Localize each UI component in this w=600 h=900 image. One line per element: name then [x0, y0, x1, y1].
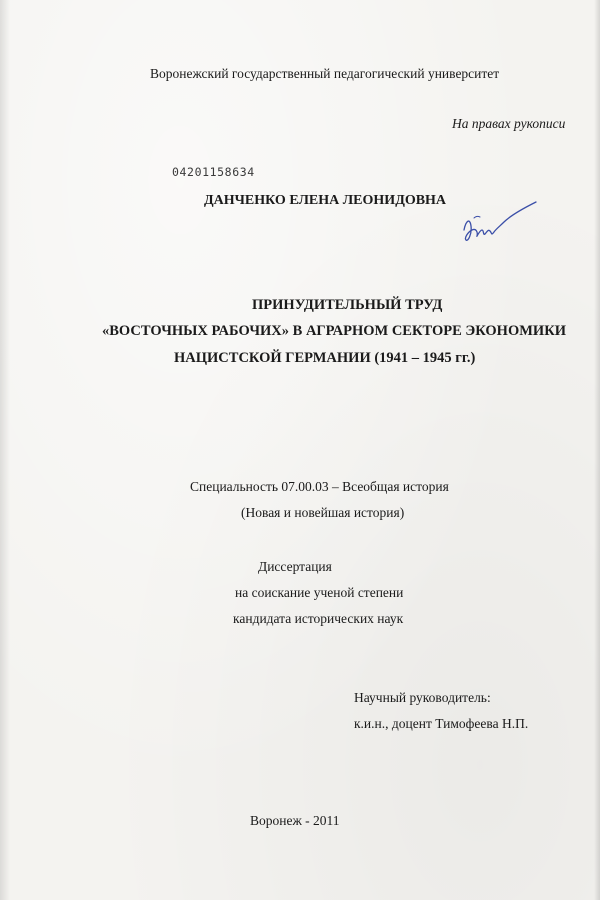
- degree-line-2: кандидата исторических наук: [233, 611, 404, 626]
- city-year: Воронеж - 2011: [250, 813, 340, 828]
- page-left-edge: [0, 0, 10, 900]
- supervisor-label: Научный руководитель:: [354, 690, 491, 705]
- page-right-edge: [594, 0, 600, 900]
- title-line-2: «ВОСТОЧНЫХ РАБОЧИХ» В АГРАРНОМ СЕКТОРЕ ЭКОНОМИКИ: [102, 323, 566, 339]
- specialty-line: Специальность 07.00.03 – Всеобщая история: [190, 479, 449, 494]
- title-line-1: ПРИНУДИТЕЛЬНЫЙ ТРУД: [252, 297, 443, 313]
- degree-line-1: на соискание ученой степени: [235, 585, 404, 600]
- inventory-number: 04201158634: [172, 165, 255, 179]
- rights-note: На правах рукописи: [452, 116, 566, 131]
- author-name: ДАНЧЕНКО ЕЛЕНА ЛЕОНИДОВНА: [204, 193, 447, 208]
- dissertation-label: Диссертация: [258, 559, 332, 574]
- title-line-3: НАЦИСТСКОЙ ГЕРМАНИИ (1941 – 1945 гг.): [174, 350, 476, 366]
- handwritten-signature: [458, 196, 538, 248]
- university-name: Воронежский государственный педагогический университет: [150, 66, 500, 81]
- specialty-subline: (Новая и новейшая история): [241, 505, 405, 520]
- supervisor-name: к.и.н., доцент Тимофеева Н.П.: [354, 716, 529, 731]
